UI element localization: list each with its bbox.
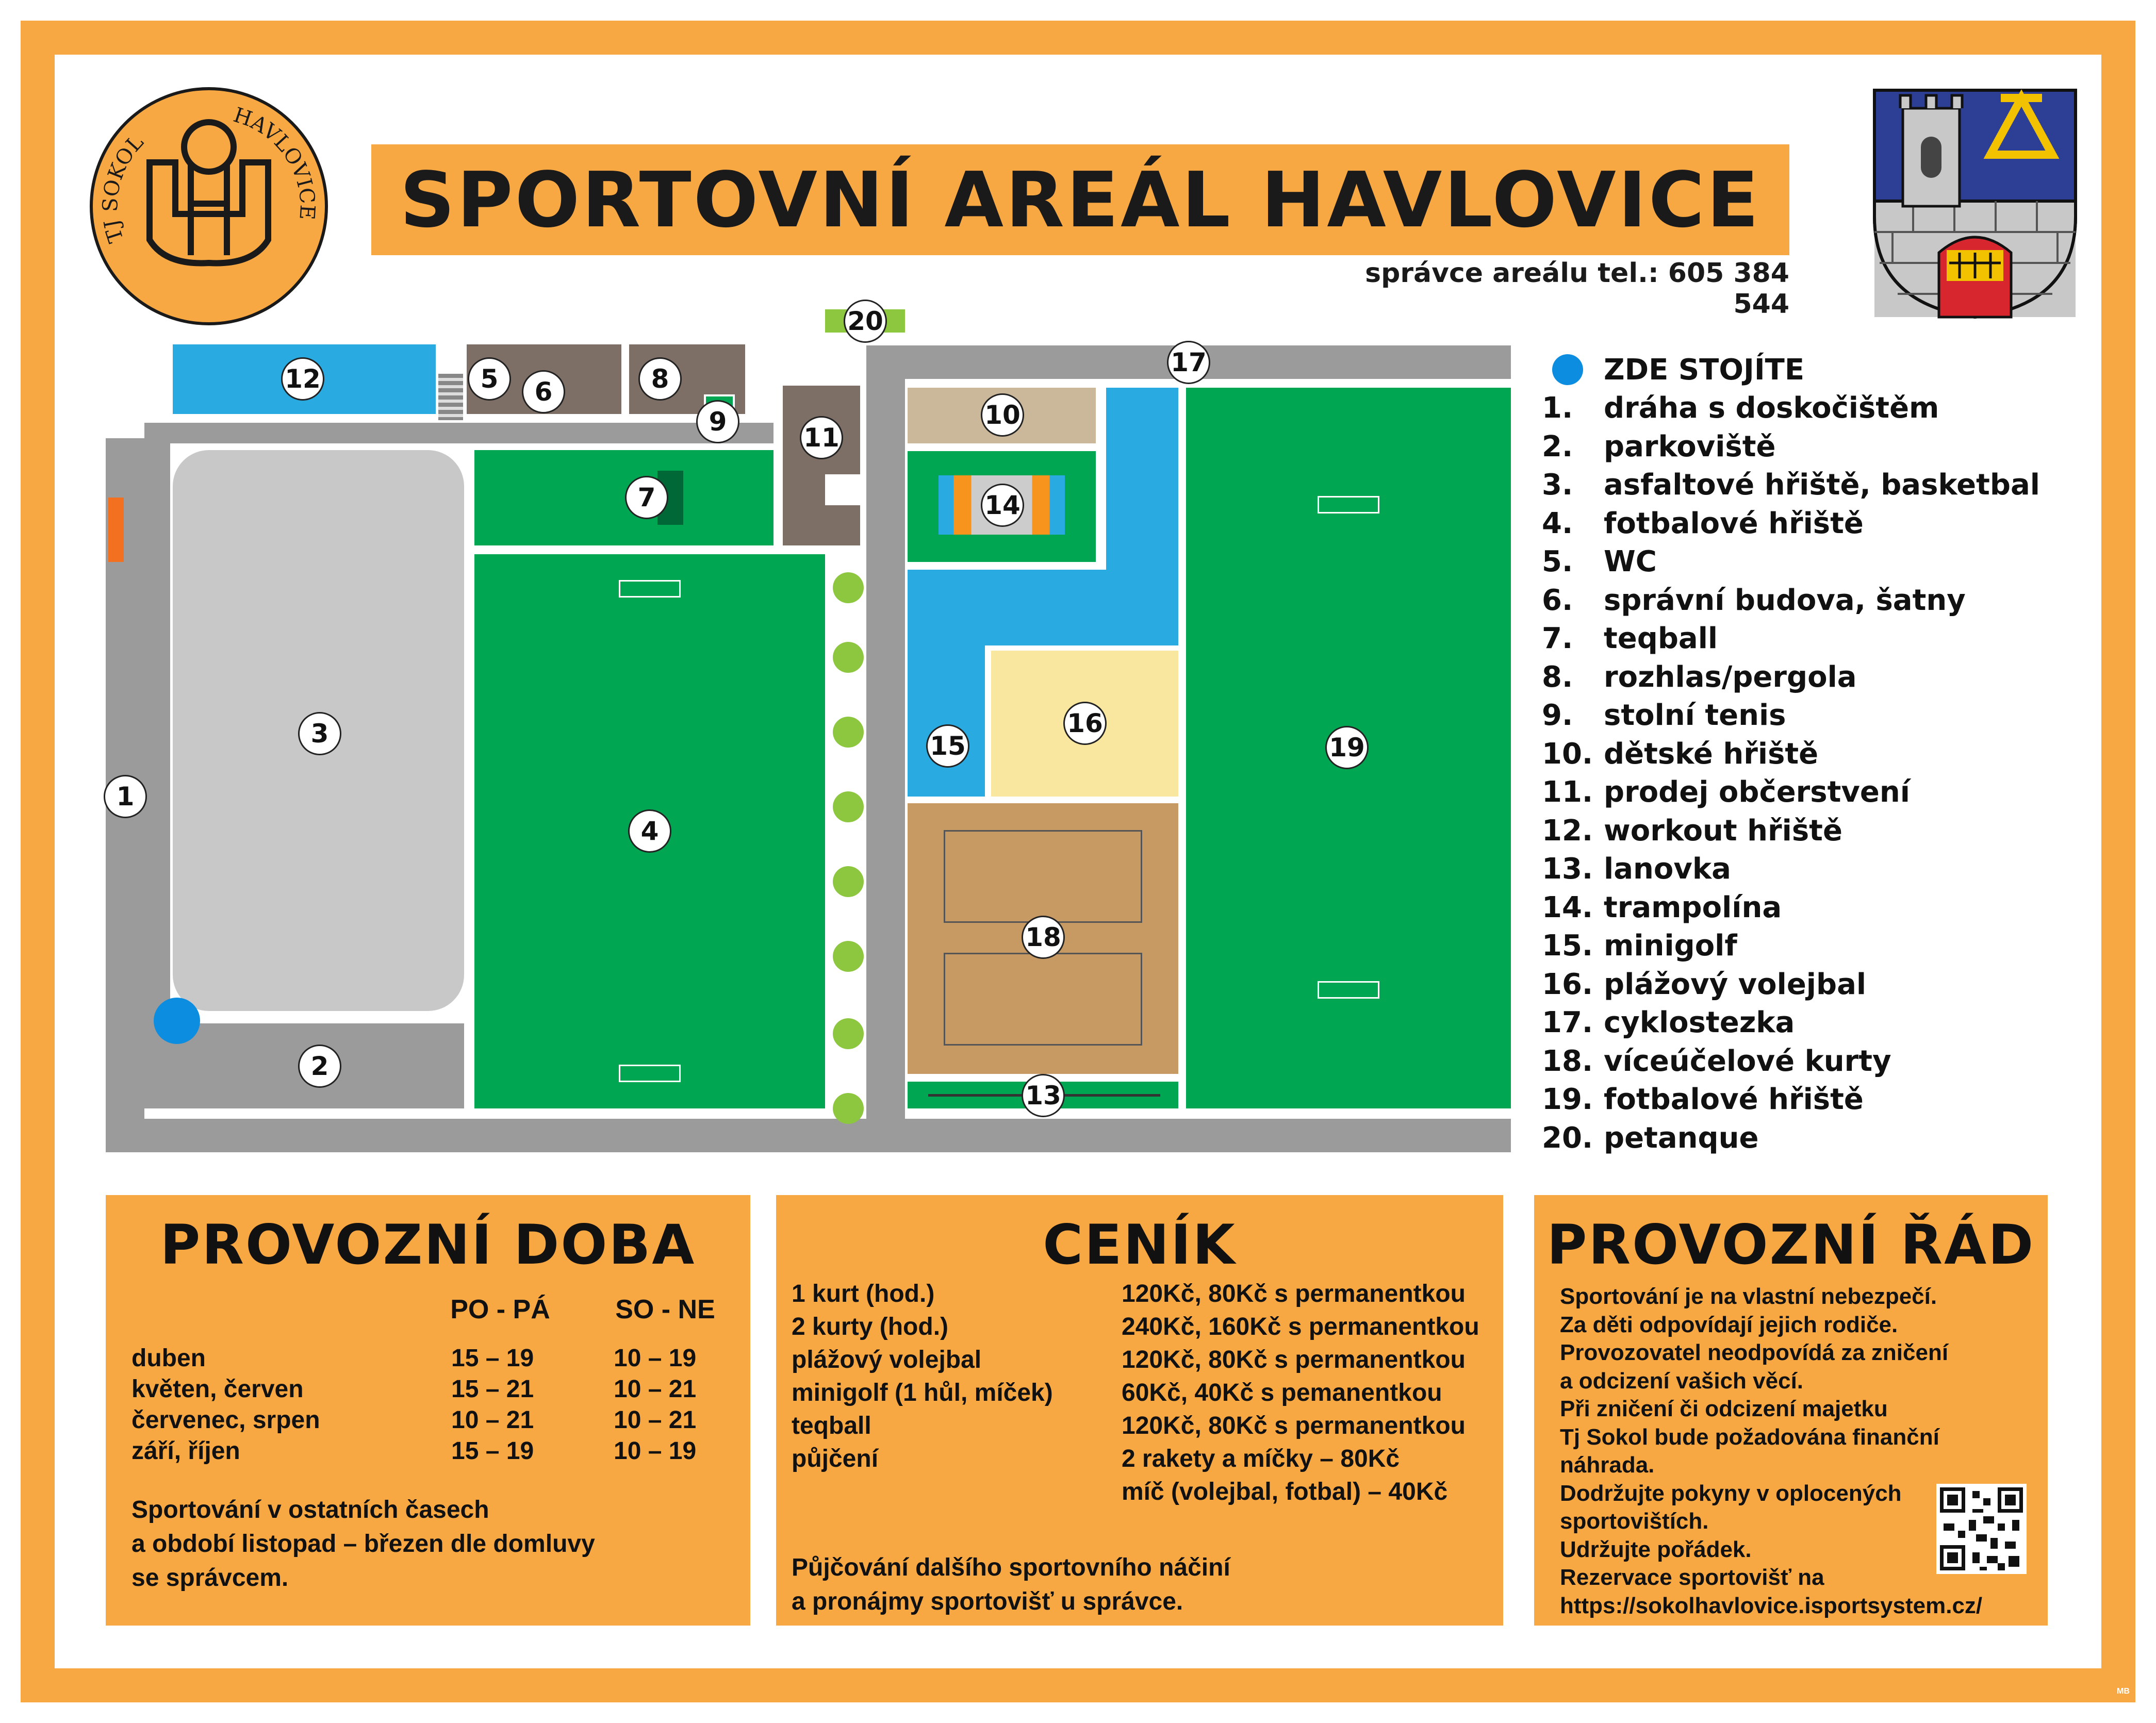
legend-item bbox=[1542, 1004, 2109, 1042]
legend-item-number: 10. bbox=[1542, 737, 1593, 771]
hours-weekend: 10 – 19 bbox=[614, 1437, 697, 1465]
tree bbox=[833, 572, 864, 603]
legend-item-label: petanque bbox=[1604, 1121, 1759, 1155]
map-label-10: 10 bbox=[981, 393, 1024, 437]
price-value: 240Kč, 160Kč s permanentkou bbox=[1122, 1313, 1479, 1340]
price-item: plážový volejbal bbox=[792, 1346, 982, 1373]
legend-item bbox=[1542, 427, 2109, 466]
hours-weekday: 15 – 19 bbox=[451, 1437, 534, 1465]
legend-item bbox=[1542, 389, 2109, 428]
hours-note bbox=[131, 1493, 740, 1595]
legend-item bbox=[1542, 543, 2109, 582]
legend-item-label: fotbalové hřiště bbox=[1604, 506, 1864, 540]
price-item: minigolf (1 hůl, míček) bbox=[792, 1379, 1053, 1406]
hours-row bbox=[131, 1373, 740, 1404]
price-table bbox=[792, 1278, 1498, 1509]
manager-contact: správce areálu tel.: 605 384 544 bbox=[1365, 258, 1789, 320]
legend-item bbox=[1542, 697, 2109, 735]
price-note-line: a pronájmy sportovišť u správce. bbox=[792, 1588, 1183, 1615]
map-label-2: 2 bbox=[298, 1045, 341, 1088]
legend-item bbox=[1542, 504, 2109, 543]
price-item: 2 kurty (hod.) bbox=[792, 1313, 949, 1340]
legend-item-label: WC bbox=[1604, 545, 1657, 579]
logo-text-right: HAVLOVICE bbox=[231, 103, 320, 221]
legend-item-label: asfaltové hřiště, basketbal bbox=[1604, 468, 2040, 502]
legend-item-number: 5. bbox=[1542, 545, 1573, 579]
legend-item bbox=[1542, 965, 2109, 1004]
signature: MB bbox=[2117, 1687, 2130, 1696]
legend-item-number: 16. bbox=[1542, 967, 1593, 1001]
road-top-left bbox=[144, 423, 773, 443]
tree bbox=[833, 642, 864, 673]
hours-col-weekend: SO - NE bbox=[615, 1295, 715, 1324]
price-row bbox=[792, 1443, 1498, 1476]
price-value: 2 rakety a míčky – 80Kč bbox=[1122, 1445, 1400, 1472]
court-a bbox=[944, 830, 1142, 923]
price-row bbox=[792, 1278, 1498, 1311]
legend-item-label: trampolína bbox=[1604, 890, 1782, 924]
rules-line: Rezervace sportovišť na bbox=[1560, 1565, 1824, 1590]
hours-col-weekday: PO - PÁ bbox=[450, 1295, 550, 1324]
price-note bbox=[792, 1551, 1498, 1619]
rules-line: sportovištích. bbox=[1560, 1509, 1709, 1534]
long-jump-pit bbox=[108, 498, 124, 562]
price-list-panel bbox=[776, 1195, 1503, 1626]
legend-item-label: dětské hřiště bbox=[1604, 737, 1819, 771]
legend-item-label: dráha s doskočištěm bbox=[1604, 391, 1939, 425]
hours-row bbox=[131, 1404, 740, 1435]
hours-note-line: Sportování v ostatních časech bbox=[131, 1496, 489, 1523]
legend-item-number: 11. bbox=[1542, 775, 1593, 809]
hours-weekend: 10 – 19 bbox=[614, 1345, 697, 1372]
hours-weekday: 15 – 19 bbox=[451, 1345, 534, 1372]
legend-item-number: 9. bbox=[1542, 699, 1573, 733]
coat-of-arms-icon bbox=[1872, 88, 2078, 320]
hours-weekday: 10 – 21 bbox=[451, 1406, 534, 1434]
hours-period: září, říjen bbox=[131, 1437, 240, 1465]
you-are-here-icon bbox=[1552, 354, 1583, 385]
hours-period: duben bbox=[131, 1345, 206, 1372]
legend-item bbox=[1542, 581, 2109, 620]
legend-item-label: stolní tenis bbox=[1604, 699, 1786, 733]
legend-item-number: 6. bbox=[1542, 583, 1573, 617]
legend-item-number: 18. bbox=[1542, 1044, 1593, 1078]
rules-line: Provozovatel neodpovídá za zničení bbox=[1560, 1340, 1949, 1365]
rules-title: PROVOZNÍ ŘÁD bbox=[1546, 1213, 2035, 1277]
map-label-13: 13 bbox=[1022, 1074, 1065, 1117]
teqball-7 bbox=[474, 450, 773, 545]
legend-item-label: plážový volejbal bbox=[1604, 967, 1867, 1001]
rules-line: Dodržujte pokyny v oplocených bbox=[1560, 1480, 1902, 1506]
legend-you-are-here-label: ZDE STOJÍTE bbox=[1604, 353, 1805, 387]
price-value: míč (volejbal, fotbal) – 40Kč bbox=[1122, 1478, 1448, 1505]
legend-item bbox=[1542, 1042, 2109, 1081]
legend-item-number: 13. bbox=[1542, 852, 1593, 886]
hours-period: červenec, srpen bbox=[131, 1406, 320, 1434]
hours-note-line: se správcem. bbox=[131, 1564, 289, 1592]
tree bbox=[833, 791, 864, 822]
legend-item-number: 3. bbox=[1542, 468, 1573, 502]
hours-weekday: 15 – 21 bbox=[451, 1376, 534, 1403]
rules-line: Při zničení či odcizení majetku bbox=[1560, 1396, 1888, 1421]
legend-item-number: 15. bbox=[1542, 929, 1593, 963]
hours-row bbox=[131, 1435, 740, 1466]
price-item: teqball bbox=[792, 1412, 871, 1439]
legend-item bbox=[1542, 811, 2109, 850]
map-label-5: 5 bbox=[468, 357, 511, 401]
price-value: 120Kč, 80Kč s permanentkou bbox=[1122, 1346, 1466, 1373]
hours-note-line: a období listopad – březen dle domluvy bbox=[131, 1530, 595, 1558]
legend-item bbox=[1542, 1081, 2109, 1119]
legend-item-label: minigolf bbox=[1604, 929, 1737, 963]
snack-bar-11 bbox=[783, 386, 860, 545]
qr-code-icon[interactable] bbox=[1936, 1484, 2027, 1574]
legend-item-label: rozhlas/pergola bbox=[1604, 660, 1857, 694]
map-legend bbox=[1542, 351, 2109, 1157]
map-label-16: 16 bbox=[1063, 702, 1107, 745]
map-label-20: 20 bbox=[844, 300, 887, 343]
legend-item-number: 12. bbox=[1542, 814, 1593, 848]
map-label-19: 19 bbox=[1325, 726, 1369, 769]
legend-item-label: workout hřiště bbox=[1604, 814, 1842, 848]
map-label-1: 1 bbox=[104, 775, 147, 818]
opening-hours-panel bbox=[106, 1195, 750, 1626]
court-b bbox=[944, 953, 1142, 1046]
goal-top-19 bbox=[1318, 496, 1379, 513]
price-list-title: CENÍK bbox=[1043, 1213, 1237, 1277]
legend-item bbox=[1542, 888, 2109, 927]
legend-item bbox=[1542, 1119, 2109, 1157]
rules-line: náhrada. bbox=[1560, 1452, 1655, 1478]
legend-item-label: prodej občerstvení bbox=[1604, 775, 1910, 809]
logo-text-left: TJ SOKOL bbox=[98, 130, 149, 246]
rules-line: Za děti odpovídají jejich rodiče. bbox=[1560, 1312, 1898, 1337]
legend-item-number: 8. bbox=[1542, 660, 1573, 694]
goal-top-4 bbox=[619, 580, 681, 598]
price-value: 120Kč, 80Kč s permanentkou bbox=[1122, 1280, 1466, 1307]
legend-item-number: 14. bbox=[1542, 890, 1593, 924]
title-banner bbox=[371, 144, 1789, 255]
hours-table bbox=[131, 1342, 740, 1466]
map-label-11: 11 bbox=[800, 416, 843, 459]
legend-item-number: 1. bbox=[1542, 391, 1573, 425]
legend-item-label: cyklostezka bbox=[1604, 1006, 1795, 1040]
price-note-line: Půjčování dalšího sportovního náčiní bbox=[792, 1554, 1230, 1581]
rules-line: Sportování je na vlastní nebezpečí. bbox=[1560, 1284, 1937, 1309]
legend-item-number: 19. bbox=[1542, 1083, 1593, 1117]
map-label-17: 17 bbox=[1167, 341, 1210, 384]
legend-item-label: teqball bbox=[1604, 622, 1718, 656]
tree bbox=[833, 1093, 864, 1124]
stairs bbox=[438, 374, 463, 420]
price-row bbox=[792, 1410, 1498, 1443]
rules-line: Udržujte pořádek. bbox=[1560, 1536, 1752, 1562]
snack-bar-cutout bbox=[825, 474, 861, 505]
price-row bbox=[792, 1377, 1498, 1410]
hours-weekend: 10 – 21 bbox=[614, 1376, 697, 1403]
goal-bottom-4 bbox=[619, 1065, 681, 1082]
hours-period: květen, červen bbox=[131, 1376, 304, 1403]
opening-hours-title: PROVOZNÍ DOBA bbox=[160, 1213, 696, 1277]
rules-line: https://sokolhavlovice.isportsystem.cz/ bbox=[1560, 1593, 1983, 1618]
legend-item-label: víceúčelové kurty bbox=[1604, 1044, 1891, 1078]
legend-item-number: 7. bbox=[1542, 622, 1573, 656]
page-title: SPORTOVNÍ AREÁL HAVLOVICE bbox=[400, 155, 1761, 244]
legend-item bbox=[1542, 620, 2109, 658]
hours-row bbox=[131, 1342, 740, 1373]
legend-item bbox=[1542, 466, 2109, 505]
legend-item bbox=[1542, 773, 2109, 812]
legend-item-number: 4. bbox=[1542, 506, 1573, 540]
price-item: půjčení bbox=[792, 1445, 879, 1472]
map-label-8: 8 bbox=[638, 357, 682, 401]
rules-line: a odcizení vašich věcí. bbox=[1560, 1368, 1804, 1394]
map-label-4: 4 bbox=[628, 809, 671, 853]
tree bbox=[833, 941, 864, 972]
goal-bottom-19 bbox=[1318, 981, 1379, 999]
legend-item-number: 17. bbox=[1542, 1006, 1593, 1040]
legend-item-label: fotbalové hřiště bbox=[1604, 1083, 1864, 1117]
legend-item bbox=[1542, 927, 2109, 966]
map-label-12: 12 bbox=[281, 357, 324, 401]
legend-item-number: 20. bbox=[1542, 1121, 1593, 1155]
sokol-logo bbox=[88, 85, 330, 327]
you-are-here-marker bbox=[154, 998, 200, 1044]
map-label-7: 7 bbox=[625, 476, 668, 519]
map-label-9: 9 bbox=[696, 400, 739, 443]
legend-items bbox=[1542, 389, 2109, 1157]
road-center bbox=[866, 345, 905, 1119]
price-value: 60Kč, 40Kč s pemanentkou bbox=[1122, 1379, 1442, 1406]
map-label-15: 15 bbox=[926, 724, 969, 768]
rules-panel bbox=[1534, 1195, 2048, 1626]
map-label-14: 14 bbox=[981, 484, 1024, 527]
rules-line: Tj Sokol bude požadována finanční bbox=[1560, 1424, 1939, 1450]
tree bbox=[833, 1018, 864, 1049]
legend-item-label: lanovka bbox=[1604, 852, 1731, 886]
legend-item bbox=[1542, 658, 2109, 697]
price-item: 1 kurt (hod.) bbox=[792, 1280, 935, 1307]
road-bottom bbox=[106, 1119, 1511, 1152]
hours-weekend: 10 – 21 bbox=[614, 1406, 697, 1434]
legend-item bbox=[1542, 850, 2109, 889]
legend-item-number: 2. bbox=[1542, 429, 1573, 463]
map-label-18: 18 bbox=[1022, 916, 1065, 959]
tree bbox=[833, 866, 864, 897]
price-value: 120Kč, 80Kč s permanentkou bbox=[1122, 1412, 1466, 1439]
map-label-6: 6 bbox=[522, 370, 565, 413]
map-label-3: 3 bbox=[298, 712, 341, 755]
legend-you-are-here bbox=[1542, 351, 2109, 389]
legend-item-label: správní budova, šatny bbox=[1604, 583, 1966, 617]
legend-item bbox=[1542, 735, 2109, 773]
price-row bbox=[792, 1476, 1498, 1509]
tree bbox=[833, 717, 864, 748]
price-row bbox=[792, 1344, 1498, 1377]
legend-item-label: parkoviště bbox=[1604, 429, 1776, 463]
price-row bbox=[792, 1311, 1498, 1344]
